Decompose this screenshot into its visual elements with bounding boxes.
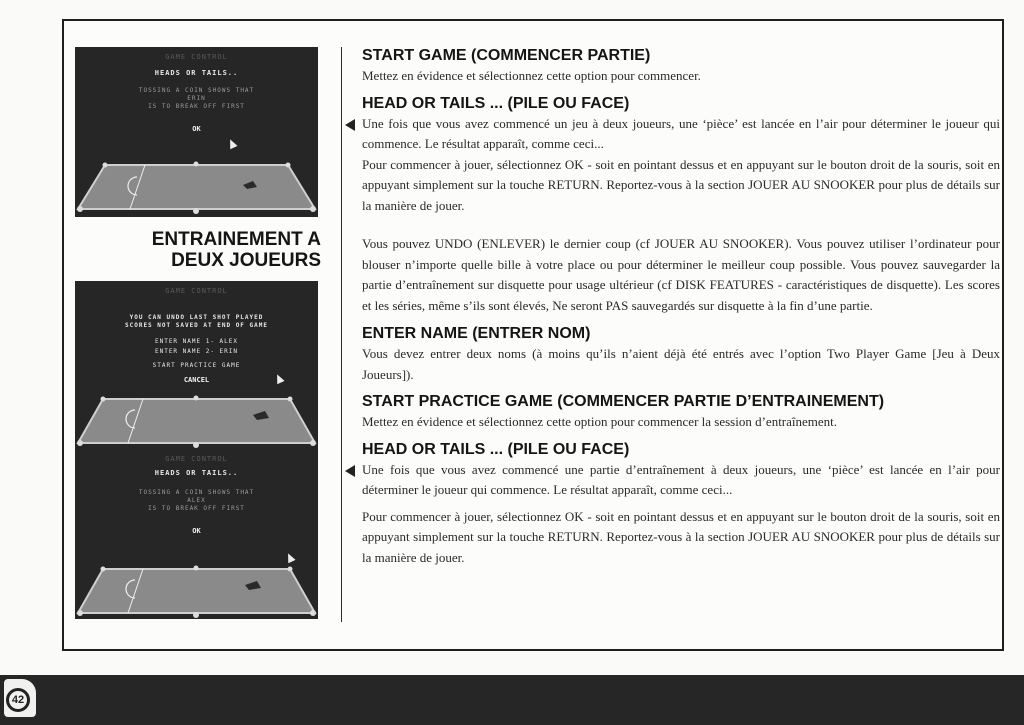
section-heading: START PRACTICE GAME (COMMENCER PARTIE D’ENTRAINEMENT) — [362, 393, 885, 410]
screen-start-practice: START PRACTICE GAME — [152, 362, 241, 369]
heading-line-2: DEUX JOUEURS — [171, 250, 321, 271]
section-head-or-tails-1 — [362, 94, 1000, 217]
section-paragraph — [362, 114, 1000, 155]
section-undo-info — [362, 234, 1000, 316]
section-heading: HEAD OR TAILS ... (PILE OU FACE) — [362, 94, 630, 112]
section-paragraph: Pour commencer à jouer, sélectionnez OK - soit en pointant dessus et en appuyant sur le bouton droit de la souris, soit en appuyant simplement sur la touche RETURN. Reportez-vous à la section JOUER AU SNOOKER pour plus de détails sur la manière de jouer. — [362, 156, 1000, 213]
screen-message: TOSSING A COIN SHOWS THAT ALEX IS TO BREAK OFF FIRST — [138, 489, 255, 512]
section-heading: HEAD OR TAILS ... (PILE OU FACE) — [362, 440, 630, 458]
section-paragraph — [362, 460, 1000, 501]
screen-cancel-button: CANCEL — [183, 376, 210, 384]
section-heading: START GAME (COMMENCER PARTIE) — [362, 47, 651, 64]
section-start-practice-game — [362, 392, 1000, 433]
screen-ok-button: OK — [192, 527, 201, 535]
heading-line-1: ENTRAINEMENT A — [151, 229, 321, 250]
snooker-table-icon — [75, 393, 318, 448]
snooker-table-icon — [75, 563, 318, 618]
pointer-arrow-icon — [345, 465, 355, 477]
section-paragraph: Vous pouvez UNDO (ENLEVER) le dernier coup (cf JOUER AU SNOOKER). Vous pouvez utiliser l’ordinateur pour blouser n’importe quelle bille à votre place ou pour déterminer le meilleur coup possible. Vous pouvez sauvegarder la partie d’entraînement sur disquette pour usage ultérieur (cf DISK FEATURES - caractéristiques de disquette). Les scores et les séries, même s’ils sont élevés, Ne seront PAS sauvegardés sur disquette à la fin d’une partie. — [362, 236, 1000, 313]
mouse-cursor-icon — [226, 138, 237, 150]
screen-ghost-header: GAME CONTROL — [165, 53, 228, 61]
screen-ghost-header: GAME CONTROL — [165, 455, 228, 463]
section-start-game — [362, 46, 1000, 87]
screen-title: HEADS OR TAILS.. — [154, 69, 239, 77]
section-paragraph: Vous devez entrer deux noms (à moins qu’ils n’aient déjà été entrés avec l’option Two Player Game [Jeu à Deux Joueurs]). — [362, 346, 1000, 382]
screenshot-enter-names — [75, 281, 318, 449]
section-paragraph: Pour commencer à jouer, sélectionnez OK - soit en pointant dessus et en appuyant sur le bouton droit de la souris, soit en appuyant simplement sur la touche RETURN. Reportez-vous à la section JOUER AU SNOOKER pour plus de détails sur la manière de jouer. — [362, 508, 1000, 565]
screen-title: HEADS OR TAILS.. — [154, 469, 239, 477]
section-paragraph: Mettez en évidence et sélectionnez cette option pour commencer la session d’entraînement. — [362, 414, 838, 429]
page-number: 42 — [6, 688, 30, 712]
mouse-cursor-icon — [284, 552, 295, 564]
screenshot-heads-or-tails-1 — [75, 47, 318, 217]
column-divider — [341, 47, 342, 622]
section-heading-practice-two-players — [100, 229, 321, 271]
screenshot-heads-or-tails-2 — [75, 449, 318, 619]
footer-bar — [0, 675, 1024, 725]
section-enter-name — [362, 324, 1000, 385]
snooker-table-icon — [75, 157, 318, 217]
section-head-or-tails-2 — [362, 440, 1000, 569]
screen-undo-info: YOU CAN UNDO LAST SHOT PLAYED — [129, 314, 264, 321]
section-heading: ENTER NAME (ENTRER NOM) — [362, 325, 591, 342]
section-paragraph: Mettez en évidence et sélectionnez cette option pour commencer. — [362, 68, 701, 83]
screen-message: TOSSING A COIN SHOWS THAT ERIN IS TO BREAK OFF FIRST — [138, 87, 255, 110]
screen-ok-button: OK — [192, 125, 201, 133]
instructions-column — [362, 46, 1000, 568]
screen-name-1: ENTER NAME 1- ALEX — [154, 338, 239, 345]
section-paragraph-text: Une fois que vous avez commencé une partie d’entraînement à deux joueurs, une ‘pièce’ est lancée en l’air pour déterminer le joueur qui commence. Le résultat apparaît, comme ceci... — [362, 461, 1000, 497]
screen-ghost-header: GAME CONTROL — [165, 287, 228, 295]
screen-name-2: ENTER NAME 2- ERIN — [154, 348, 239, 355]
pointer-arrow-icon — [345, 119, 355, 131]
screen-scores-info: SCORES NOT SAVED AT END OF GAME — [125, 322, 268, 329]
section-paragraph-text: Une fois que vous avez commencé un jeu à deux joueurs, une ‘pièce’ est lancée en l’air pour déterminer le joueur qui commence. Le résultat apparaît, comme ceci... — [362, 115, 1000, 151]
